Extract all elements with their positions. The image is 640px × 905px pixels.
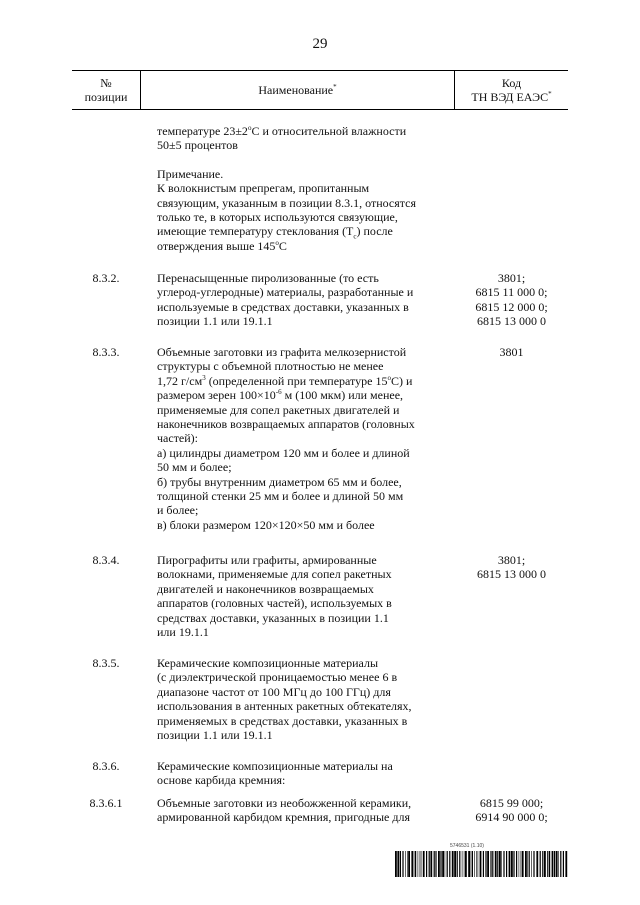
- text-line: аппаратов (головных частей), используемых в: [157, 596, 392, 611]
- text-line: 1,72 г/см: [157, 373, 203, 388]
- subscript: с: [353, 232, 357, 241]
- text-line: только те, в которых используются связующие,: [157, 210, 398, 225]
- header-name-label: Наименование: [258, 83, 334, 97]
- item-description: [157, 759, 439, 788]
- item-description: [157, 271, 439, 329]
- text-line: армированной карбидом кремния, пригодные для: [157, 810, 410, 825]
- superscript: 3: [202, 373, 206, 382]
- superscript: -6: [275, 388, 282, 397]
- text-line: имеющие температуру стеклования (Т: [157, 224, 354, 239]
- text-line: или 19.1.1: [157, 625, 209, 640]
- code-line: 6815 99 000;: [479, 796, 544, 810]
- text-line: Пирографиты или графиты, армированные: [157, 553, 377, 567]
- text-line: двигателей и наконечников возвращаемых: [157, 581, 374, 596]
- text-line: диапазоне частот от 100 МГц до 100 ГГц) для: [157, 684, 391, 699]
- position-number: 8.3.2.: [92, 271, 120, 285]
- item-description: [157, 796, 439, 825]
- item-codes: [455, 553, 568, 582]
- continuation-text: [157, 124, 439, 253]
- item-codes: [455, 271, 568, 329]
- code-line: 3801: [499, 345, 524, 359]
- text-line: структуры с объемной плотностью не менее: [157, 359, 384, 374]
- degree-mark: o: [387, 373, 391, 382]
- text-line: волокнами, применяемые для сопел ракетных: [157, 567, 392, 582]
- code-line: 3801;: [497, 553, 526, 567]
- text-line: б) трубы внутренним диаметром 65 мм и более,: [157, 474, 402, 489]
- text-line: ) после: [356, 224, 393, 239]
- text-line: С: [278, 238, 287, 253]
- text-line: отверждения выше 145: [157, 238, 276, 253]
- header-code-column: [455, 71, 568, 109]
- position-number: 8.3.4.: [92, 553, 120, 567]
- text-line: 50 мм и более;: [157, 460, 232, 475]
- text-line: использования в антенных ракетных обтекателях,: [157, 699, 412, 714]
- header-number-sign: №: [100, 76, 112, 90]
- barcode-caption: 5746531 (1.10): [450, 843, 484, 849]
- text-line: м (100 мкм) или менее,: [281, 388, 404, 403]
- note-title: Примечание.: [157, 166, 224, 181]
- text-line: Объемные заготовки из графита мелкозернистой: [157, 345, 407, 359]
- text-line: и более;: [157, 503, 199, 518]
- text-line: Перенасыщенные пиролизованные (то есть: [157, 271, 379, 285]
- text-line: Керамические композиционные материалы: [157, 656, 379, 670]
- text-line: позиции 1.1 или 19.1.1: [157, 728, 273, 743]
- text-line: (определенной при температуре 15: [205, 373, 388, 388]
- header-position-column: [72, 71, 141, 109]
- code-line: 6815 13 000 0: [477, 567, 546, 582]
- table-header: [72, 70, 568, 110]
- text-line: размером зерен 100×10: [157, 388, 276, 403]
- code-line: 6815 12 000 0;: [475, 299, 548, 314]
- text-line: применяемые для сопел ракетных двигателей и: [157, 402, 400, 417]
- degree-mark: o: [275, 238, 279, 247]
- text-line: С и относительной влажности: [251, 124, 407, 138]
- degree-mark: o: [247, 124, 252, 132]
- text-line: а) цилиндры диаметром 120 мм и более и длиной: [157, 445, 410, 460]
- text-line: Керамические композиционные материалы на: [157, 759, 393, 773]
- header-name-column: [141, 71, 455, 109]
- text-line: средствах доставки, указанных в позиции 1.1: [157, 610, 389, 625]
- text-line: К волокнистым препрегам, пропитанным: [157, 181, 370, 196]
- item-codes: [455, 345, 568, 359]
- position-number: 8.3.3.: [92, 345, 120, 359]
- text-line: в) блоки размером 120×120×50 мм и более: [157, 517, 375, 532]
- code-line: 6815 13 000 0: [477, 314, 546, 329]
- text-line: С) и: [390, 373, 413, 388]
- header-position-label: позиции: [84, 90, 128, 104]
- text-line: температуре 23±2: [157, 124, 248, 138]
- text-line: связующим, указанным в позиции 8.3.1, относятся: [157, 195, 417, 210]
- text-line: (с диэлектрической проницаемостью менее 6 в: [157, 670, 398, 685]
- code-line: 6914 90 000 0;: [475, 810, 548, 825]
- code-line: 6815 11 000 0;: [475, 285, 548, 300]
- text-line: используемые в средствах доставки, указанных в: [157, 299, 409, 314]
- position-number: 8.3.6.1: [89, 796, 123, 810]
- item-codes: [455, 796, 568, 825]
- header-name-footnote-mark: *: [333, 83, 337, 91]
- page-number: 29: [312, 36, 328, 52]
- text-line: толщиной стенки 25 мм и более и длиной 50 мм: [157, 489, 404, 504]
- header-code-label: Код: [501, 76, 522, 90]
- position-number: 8.3.6.: [92, 759, 120, 773]
- item-description: [157, 656, 439, 742]
- text-line: основе карбида кремния:: [157, 773, 286, 788]
- text-line: позиции 1.1 или 19.1.1: [157, 314, 273, 329]
- barcode-image: [395, 851, 569, 877]
- header-code-footnote-mark: *: [548, 90, 552, 98]
- item-description: [157, 553, 439, 639]
- text-line: 50±5 процентов: [157, 138, 238, 153]
- text-line: применяемых в средствах доставки, указанных в: [157, 713, 408, 728]
- code-line: 3801;: [497, 271, 526, 285]
- item-description: [157, 345, 439, 532]
- text-line: наконечников возвращаемых аппаратов (головных: [157, 417, 415, 432]
- position-number: 8.3.5.: [92, 656, 120, 670]
- text-line: частей):: [157, 431, 199, 446]
- text-line: Объемные заготовки из необожженной керамики,: [157, 796, 412, 810]
- header-code-system: ТН ВЭД ЕАЭС: [471, 90, 549, 104]
- text-line: углерод-углеродные) материалы, разработанные и: [157, 285, 414, 300]
